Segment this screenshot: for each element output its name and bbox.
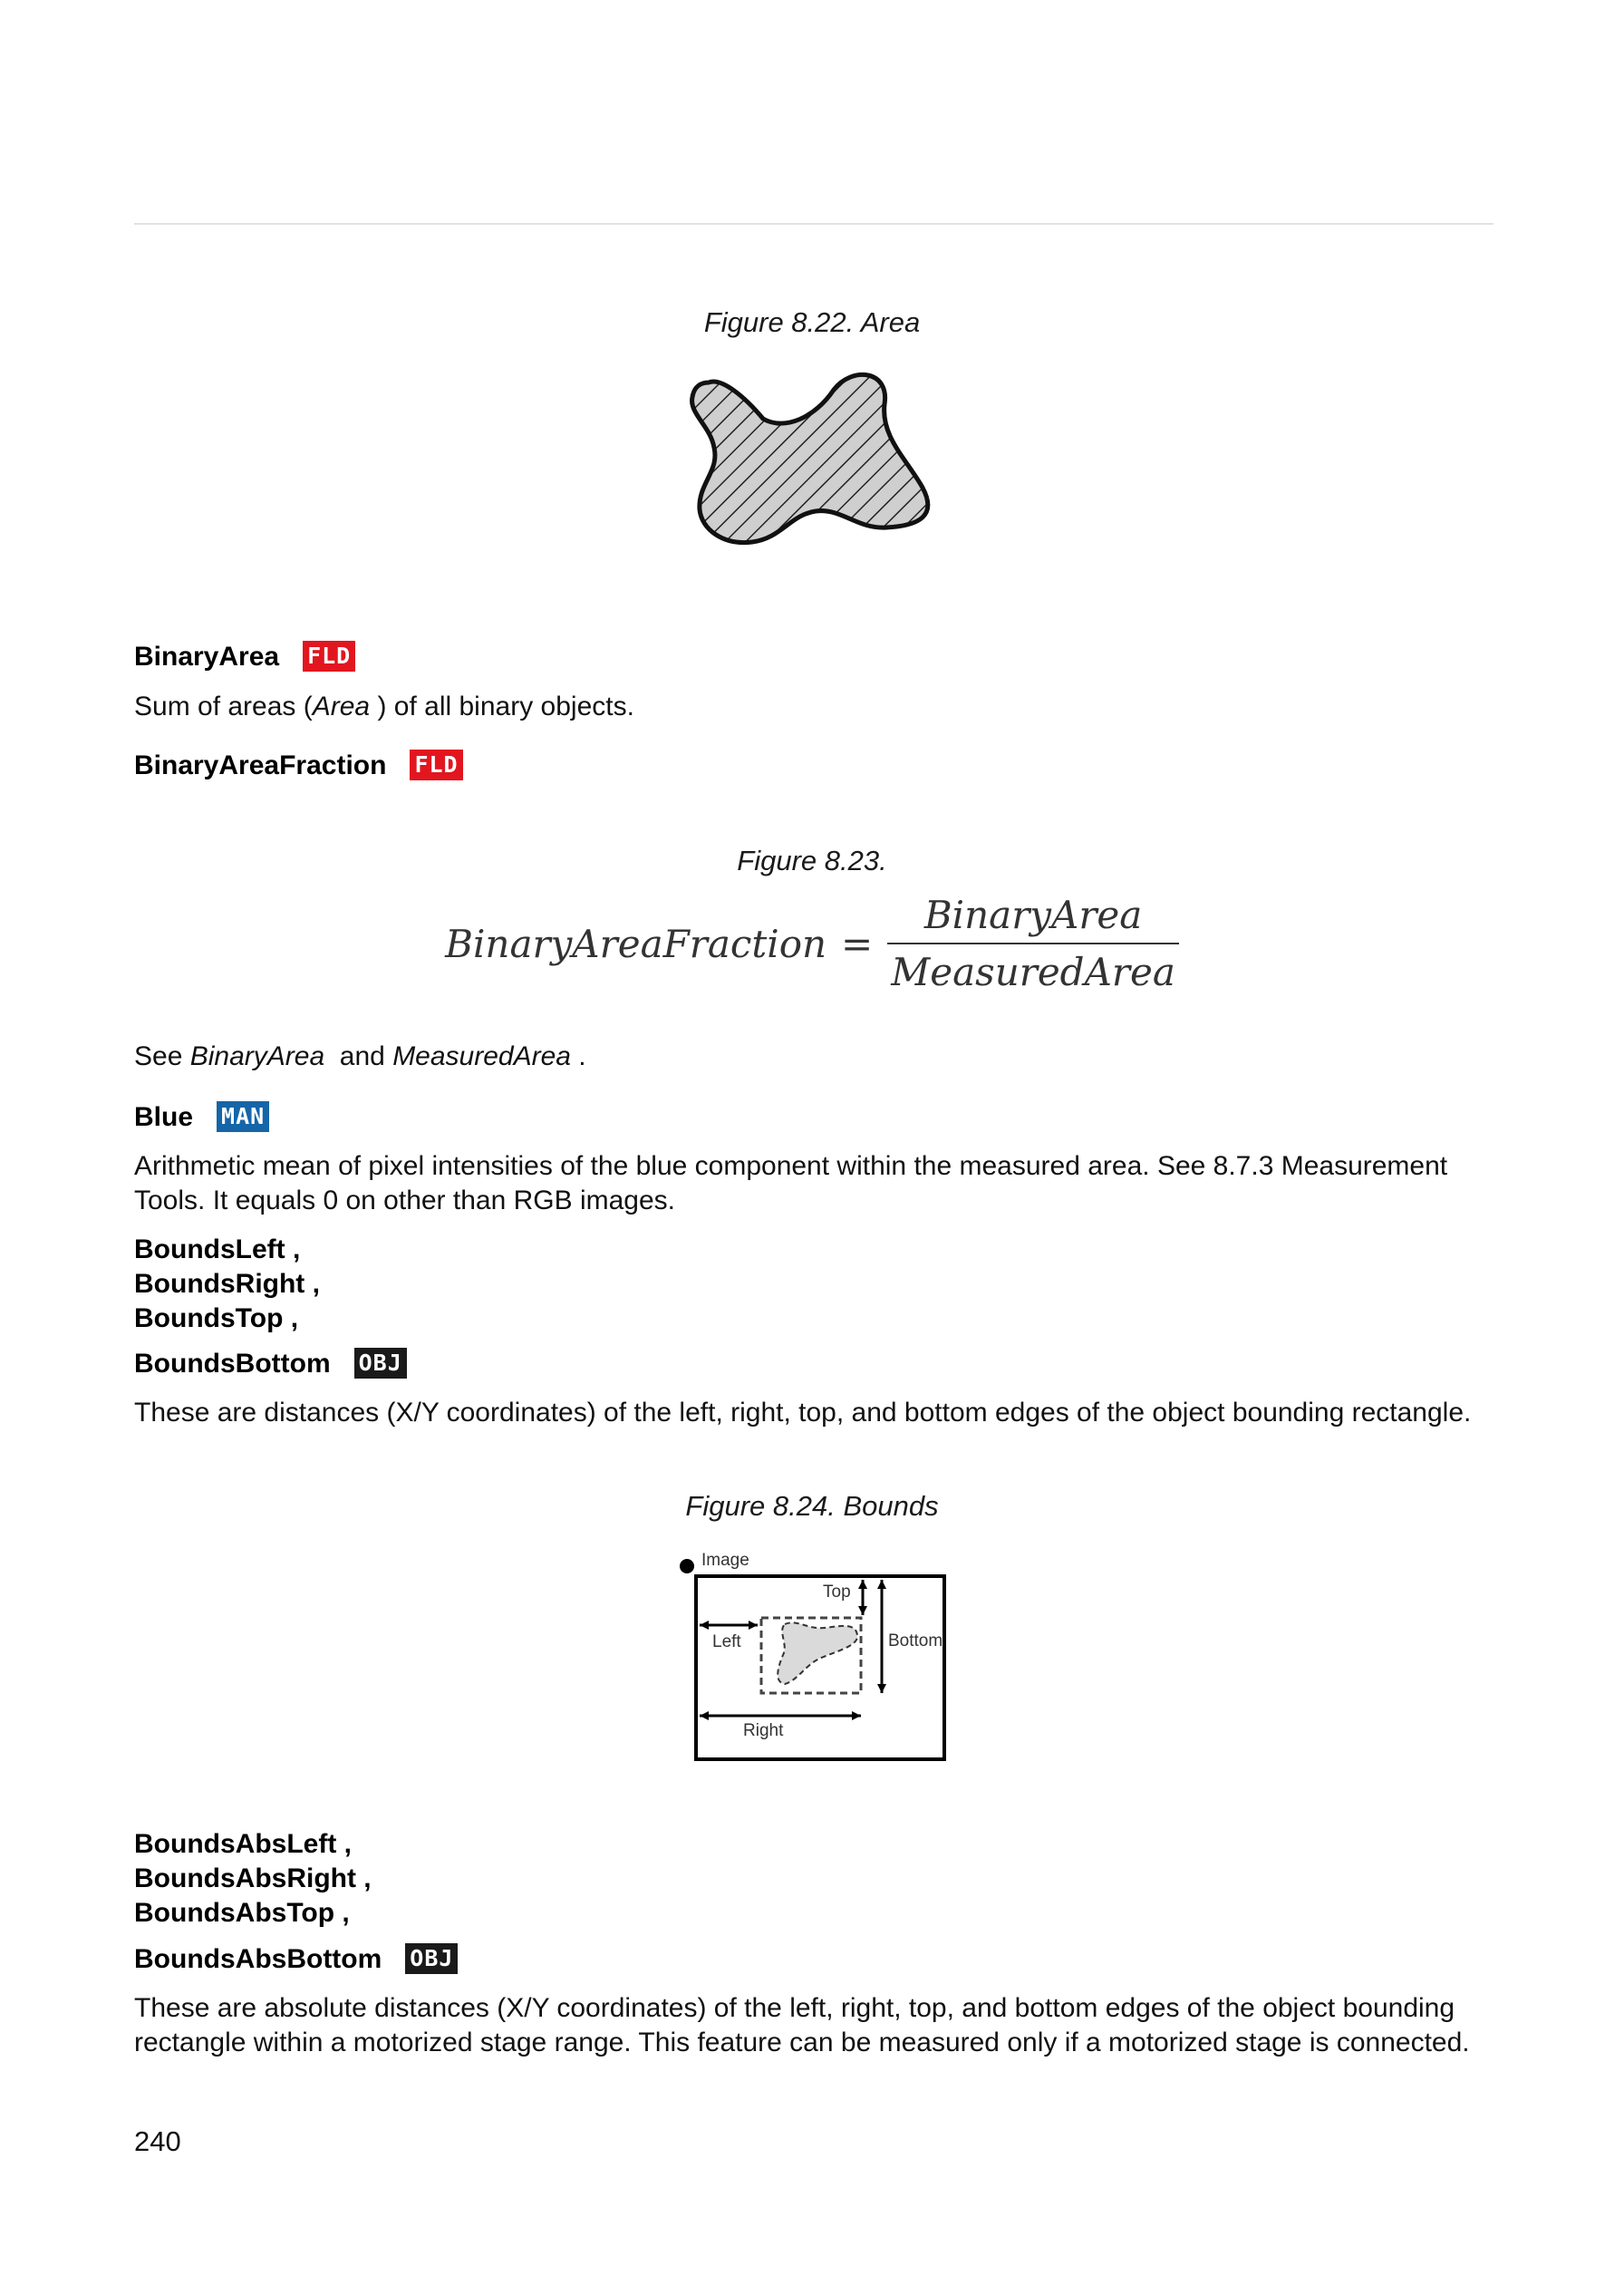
term-bounds-bottom: [134, 1347, 407, 1381]
top-arrowhead: [858, 1606, 867, 1615]
left-arrowhead: [749, 1621, 758, 1630]
term-bounds-abs-right: BoundsAbsRight ,: [134, 1863, 372, 1893]
term-binary-area: [134, 640, 355, 674]
term-blue: [134, 1100, 269, 1135]
figure-bounds-caption: Figure 8.24. Bounds: [685, 1490, 939, 1522]
formula-numerator: BinaryArea: [887, 893, 1179, 944]
term-bounds-top: BoundsTop ,: [134, 1303, 299, 1333]
bounds-description: These are distances (X/Y coordinates) of the left, right, top, and bottom edges of the object bounding rectangle.: [134, 1398, 1472, 1428]
term-label: BoundsAbsBottom: [134, 1944, 382, 1974]
area-figure: [680, 361, 952, 569]
area-reference[interactable]: Area: [312, 692, 371, 721]
obj-badge: OBJ: [405, 1943, 458, 1974]
header-rule: [134, 223, 1494, 225]
term-bounds-abs-bottom: [134, 1942, 458, 1977]
left-label: Left: [712, 1632, 741, 1651]
term-bounds-abs-top: BoundsAbsTop ,: [134, 1898, 350, 1928]
bottom-arrowhead: [877, 1580, 886, 1589]
measured-area-link[interactable]: MeasuredArea: [392, 1041, 571, 1071]
formula-equals: =: [841, 921, 874, 966]
obj-badge: OBJ: [354, 1348, 407, 1379]
figure-area-caption: Figure 8.22. Area: [703, 306, 921, 338]
image-frame: [696, 1576, 944, 1759]
man-badge: MAN: [217, 1101, 269, 1132]
see-also-line: [134, 1040, 1494, 1074]
formula-denominator: MeasuredArea: [891, 950, 1175, 994]
term-label: BinaryAreaFraction: [134, 750, 387, 780]
bottom-arrowhead: [877, 1684, 886, 1693]
top-label: Top: [823, 1583, 851, 1602]
object-shape: [778, 1622, 857, 1684]
desc-text: Sum of areas (: [134, 692, 313, 721]
right-arrowhead: [852, 1711, 861, 1720]
see-text: and: [324, 1041, 393, 1071]
term-binary-area-fraction: [134, 749, 463, 783]
top-arrowhead: [858, 1580, 867, 1589]
formula-fraction: [887, 893, 1179, 994]
area-blob-shape: [692, 374, 928, 542]
image-label: Image: [701, 1551, 749, 1570]
binary-area-fraction-formula: [0, 893, 1624, 994]
term-bounds-abs-left: BoundsAbsLeft ,: [134, 1829, 352, 1859]
term-bounds-left: BoundsLeft ,: [134, 1234, 301, 1264]
left-arrowhead: [700, 1621, 709, 1630]
formula-lhs: BinaryAreaFraction: [445, 921, 827, 966]
term-label: BinaryArea: [134, 642, 280, 672]
page-number: 240: [134, 2125, 181, 2157]
fld-badge: FLD: [410, 750, 462, 780]
blue-description: Arithmetic mean of pixel intensities of the blue component within the measured area. See 8.7.3 Measurement Tools. It equals 0 on other than RGB images.: [134, 1151, 1448, 1215]
bottom-label: Bottom: [888, 1631, 943, 1650]
bounds-abs-description: These are absolute distances (X/Y coordinates) of the left, right, top, and bottom edges of the object bounding rectangle within a motorized stage range. This feature can be measured only if a motorized stage is connected.: [134, 1993, 1470, 2057]
fld-badge: FLD: [303, 641, 355, 672]
right-label: Right: [743, 1721, 784, 1740]
binary-area-description: [134, 690, 1494, 724]
right-arrowhead: [700, 1711, 709, 1720]
bounds-diagram: [671, 1541, 961, 1767]
see-text: .: [570, 1041, 586, 1071]
term-label: Blue: [134, 1102, 194, 1132]
term-label: BoundsBottom: [134, 1349, 331, 1379]
desc-text: ) of all binary objects.: [370, 692, 634, 721]
figure-fraction-caption: Figure 8.23.: [737, 845, 887, 876]
binary-area-link[interactable]: BinaryArea: [189, 1041, 325, 1071]
image-origin-dot: [680, 1559, 694, 1573]
term-bounds-right: BoundsRight ,: [134, 1269, 320, 1299]
see-text: See: [134, 1041, 190, 1071]
